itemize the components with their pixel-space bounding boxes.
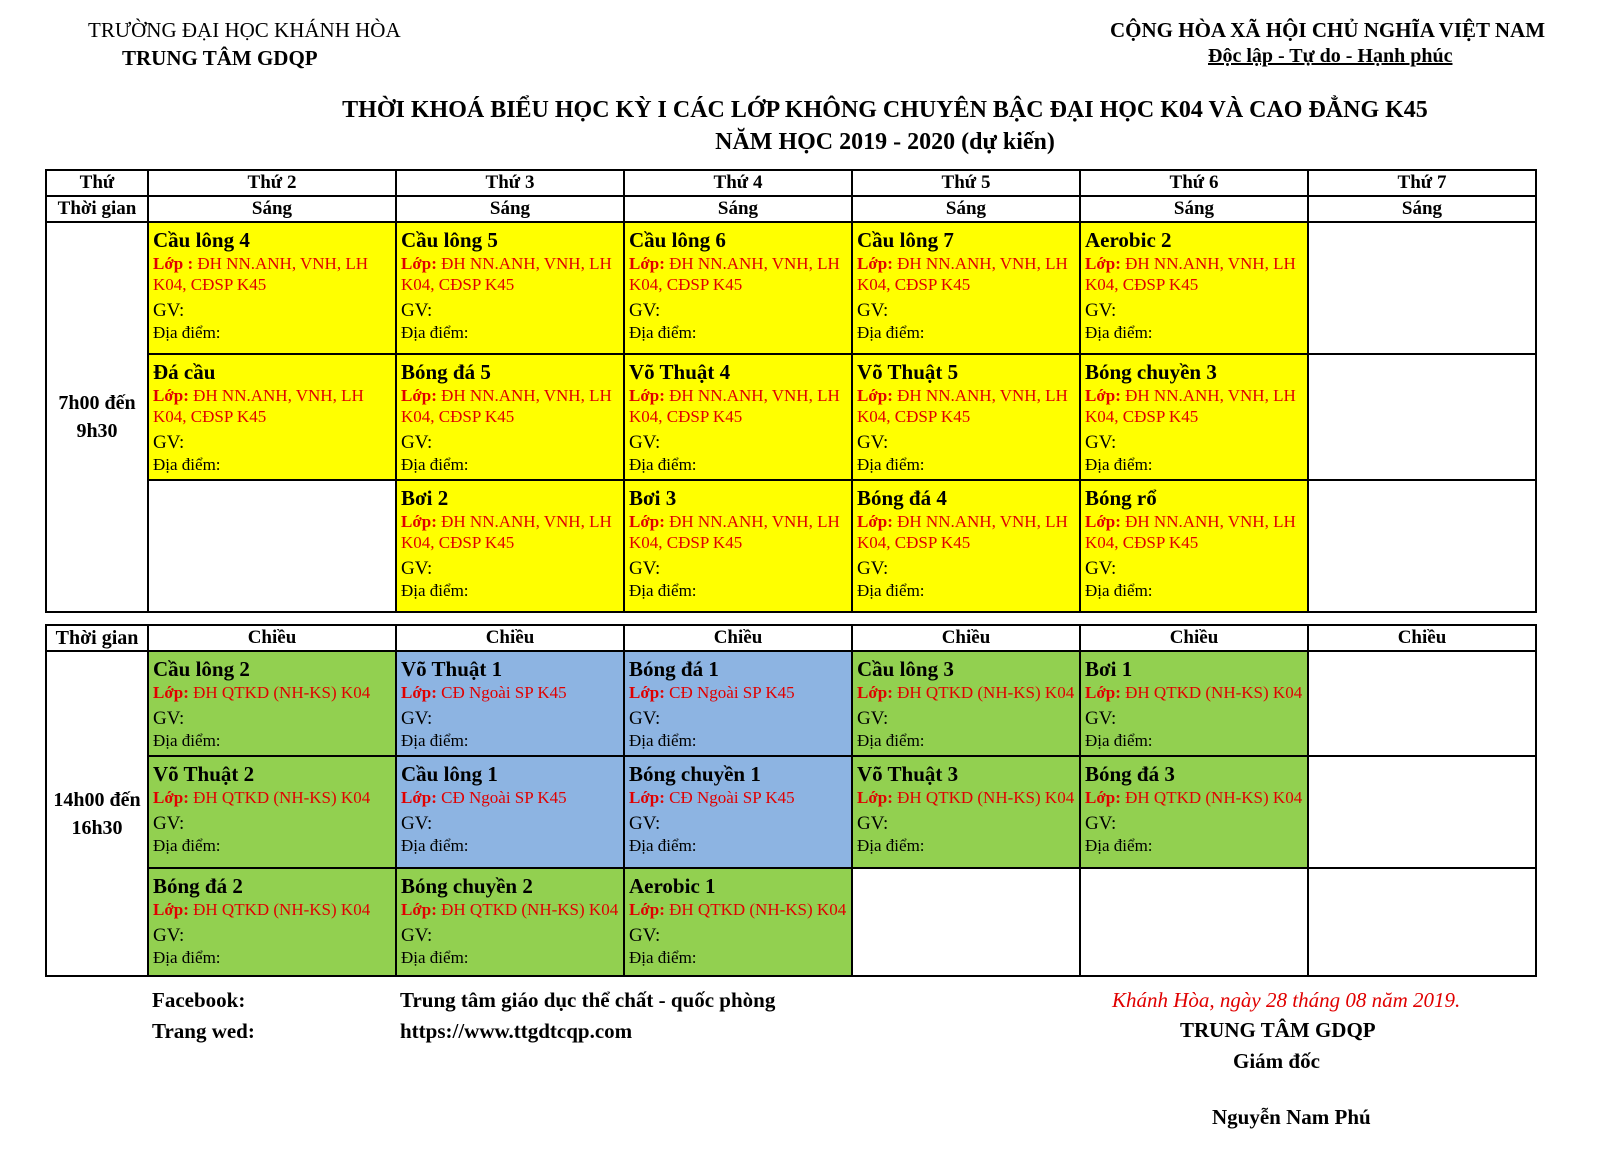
course-name: Cầu lông 6 [629,228,726,252]
class-group [153,899,391,920]
teacher-label: GV: [401,813,433,834]
class-group [401,682,619,703]
class-prefix: Lớp: [401,683,442,702]
class-group-value: ĐH QTKD (NH-KS) K04 [669,900,847,919]
class-group-value: ĐH NN.ANH, VNH, LH K04, CĐSP K45 [857,512,1068,552]
class-group [401,385,619,427]
teacher-label: GV: [629,813,661,834]
header-thoigian: Thời gian [46,196,148,222]
class-cell [1080,222,1308,354]
class-group [1085,385,1303,427]
class-prefix: Lớp: [857,788,898,807]
document-title: THỜI KHOÁ BIỂU HỌC KỲ I CÁC LỚP KHÔNG CHUYÊN BẬC ĐẠI HỌC K04 VÀ CAO ĐẲNG K45 [342,97,1428,123]
course-name: Võ Thuật 4 [629,360,731,384]
facebook-label: Facebook: [152,988,246,1012]
class-group [401,899,619,920]
header-thu: Thứ [46,170,148,196]
day-header: Thứ 6 [1080,170,1308,196]
teacher-label: GV: [153,300,185,321]
location-label: Địa điểm: [1085,581,1153,600]
class-group [1085,253,1303,295]
signer-title: Giám đốc [1233,1049,1320,1073]
location-label: Địa điểm: [629,455,697,474]
teacher-label: GV: [857,558,889,579]
teacher-label: GV: [153,813,185,834]
class-group [629,385,847,427]
session-header: Chiều [1308,625,1536,651]
session-header: Sáng [148,196,396,222]
class-prefix: Lớp: [857,386,898,405]
class-cell [396,222,624,354]
class-group-value: ĐH NN.ANH, VNH, LH K04, CĐSP K45 [1085,512,1296,552]
session-header: Chiều [396,625,624,651]
session-header: Chiều [852,625,1080,651]
location-label: Địa điểm: [401,731,469,750]
day-header: Thứ 2 [148,170,396,196]
session-header: Sáng [1308,196,1536,222]
session-header: Sáng [852,196,1080,222]
class-prefix: Lớp: [629,512,670,531]
facebook-value[interactable]: Trung tâm giáo dục thể chất - quốc phòng [400,988,776,1012]
class-group-value: ĐH NN.ANH, VNH, LH K04, CĐSP K45 [401,386,612,426]
class-group [153,385,391,427]
course-name: Võ Thuật 3 [857,762,959,786]
location-label: Địa điểm: [153,323,221,342]
afternoon-timetable [45,624,1537,977]
empty-cell [1308,868,1536,976]
location-label: Địa điểm: [153,948,221,967]
teacher-label: GV: [1085,813,1117,834]
teacher-label: GV: [1085,300,1117,321]
course-name: Cầu lông 3 [857,657,954,681]
class-cell [148,756,396,868]
class-group-value: ĐH QTKD (NH-KS) K04 [441,900,619,919]
class-group-value: ĐH NN.ANH, VNH, LH K04, CĐSP K45 [401,512,612,552]
class-group [629,253,847,295]
location-label: Địa điểm: [401,323,469,342]
teacher-label: GV: [857,813,889,834]
location-label: Địa điểm: [1085,323,1153,342]
website-label: Trang wed: [152,1019,255,1043]
class-cell [396,868,624,976]
location-label: Địa điểm: [153,731,221,750]
class-prefix: Lớp: [401,512,442,531]
location-label: Địa điểm: [1085,836,1153,855]
class-group [401,511,619,553]
class-cell [624,222,852,354]
course-name: Võ Thuật 1 [401,657,503,681]
class-prefix: Lớp: [629,386,670,405]
class-group-value: ĐH NN.ANH, VNH, LH K04, CĐSP K45 [153,254,368,294]
class-prefix: Lớp: [629,900,670,919]
time-slot: 7h00 đến 9h30 [46,222,148,612]
class-prefix: Lớp: [153,900,194,919]
course-name: Bóng rổ [1085,486,1157,510]
class-cell [396,756,624,868]
class-group [857,253,1075,295]
class-prefix: Lớp: [401,788,442,807]
class-group-value: ĐH NN.ANH, VNH, LH K04, CĐSP K45 [153,386,364,426]
class-cell [624,354,852,480]
teacher-label: GV: [1085,432,1117,453]
class-group [153,253,391,295]
website-link[interactable]: https://www.ttgdtcqp.com [400,1019,633,1043]
class-group [857,682,1075,703]
day-header: Thứ 5 [852,170,1080,196]
teacher-label: GV: [857,708,889,729]
empty-cell [852,868,1080,976]
class-prefix: Lớp: [1085,512,1126,531]
empty-cell [1308,354,1536,480]
class-group [857,787,1075,808]
class-group-value: CĐ Ngoài SP K45 [441,683,567,702]
class-group [629,511,847,553]
location-label: Địa điểm: [857,836,925,855]
class-cell [852,651,1080,756]
session-header: Chiều [1080,625,1308,651]
course-name: Bóng chuyền 1 [629,762,761,786]
empty-cell [1308,651,1536,756]
course-name: Bóng chuyền 3 [1085,360,1217,384]
course-name: Cầu lông 4 [153,228,250,252]
class-group [629,682,847,703]
class-cell [148,354,396,480]
course-name: Bóng đá 3 [1085,762,1175,786]
location-label: Địa điểm: [401,836,469,855]
class-group-value: ĐH QTKD (NH-KS) K04 [193,900,371,919]
class-cell [852,222,1080,354]
class-cell [396,651,624,756]
session-header: Chiều [624,625,852,651]
class-prefix: Lớp: [153,788,194,807]
class-cell [624,868,852,976]
class-cell [1080,651,1308,756]
class-group-value: ĐH NN.ANH, VNH, LH K04, CĐSP K45 [857,386,1068,426]
teacher-label: GV: [401,925,433,946]
location-label: Địa điểm: [629,948,697,967]
class-group [1085,511,1303,553]
class-prefix: Lớp: [1085,254,1126,273]
motto: Độc lập - Tự do - Hạnh phúc [1208,45,1453,67]
signer-org: TRUNG TÂM GDQP [1180,1018,1376,1042]
teacher-label: GV: [401,708,433,729]
class-prefix: Lớp : [153,254,198,273]
issue-date: Khánh Hòa, ngày 28 tháng 08 năm 2019. [1112,988,1461,1012]
location-label: Địa điểm: [629,731,697,750]
class-cell [624,480,852,612]
morning-timetable [45,169,1537,613]
teacher-label: GV: [857,300,889,321]
location-label: Địa điểm: [629,581,697,600]
class-cell [148,651,396,756]
teacher-label: GV: [629,925,661,946]
class-prefix: Lớp: [401,900,442,919]
course-name: Bóng chuyền 2 [401,874,533,898]
class-group-value: ĐH QTKD (NH-KS) K04 [193,683,371,702]
course-name: Bóng đá 4 [857,486,947,510]
location-label: Địa điểm: [629,323,697,342]
class-cell [624,756,852,868]
class-group-value: ĐH NN.ANH, VNH, LH K04, CĐSP K45 [629,254,840,294]
class-group-value: ĐH NN.ANH, VNH, LH K04, CĐSP K45 [857,254,1068,294]
class-group-value: ĐH QTKD (NH-KS) K04 [897,788,1075,807]
course-name: Cầu lông 1 [401,762,498,786]
center-name: TRUNG TÂM GDQP [122,46,318,70]
class-group-value: CĐ Ngoài SP K45 [669,683,795,702]
class-group-value: CĐ Ngoài SP K45 [669,788,795,807]
class-prefix: Lớp: [1085,683,1126,702]
class-group [629,787,847,808]
session-header: Sáng [1080,196,1308,222]
course-name: Cầu lông 5 [401,228,498,252]
class-group [857,511,1075,553]
teacher-label: GV: [401,432,433,453]
course-name: Cầu lông 7 [857,228,954,252]
session-header: Chiều [148,625,396,651]
empty-cell [1308,756,1536,868]
course-name: Bơi 3 [629,486,677,510]
day-header: Thứ 4 [624,170,852,196]
class-group-value: CĐ Ngoài SP K45 [441,788,567,807]
class-group [857,385,1075,427]
teacher-label: GV: [629,708,661,729]
course-name: Bơi 2 [401,486,449,510]
class-group [629,899,847,920]
teacher-label: GV: [629,300,661,321]
class-group-value: ĐH QTKD (NH-KS) K04 [1125,788,1303,807]
class-cell [148,222,396,354]
teacher-label: GV: [857,432,889,453]
location-label: Địa điểm: [857,731,925,750]
session-header: Sáng [624,196,852,222]
class-cell [396,354,624,480]
class-prefix: Lớp: [629,254,670,273]
class-cell [852,480,1080,612]
class-prefix: Lớp: [1085,788,1126,807]
course-name: Bóng đá 5 [401,360,491,384]
class-group-value: ĐH NN.ANH, VNH, LH K04, CĐSP K45 [629,512,840,552]
class-cell [852,354,1080,480]
location-label: Địa điểm: [401,948,469,967]
class-group-value: ĐH NN.ANH, VNH, LH K04, CĐSP K45 [629,386,840,426]
header-thoigian: Thời gian [46,625,148,651]
empty-cell [1308,480,1536,612]
class-cell [1080,756,1308,868]
class-prefix: Lớp: [1085,386,1126,405]
teacher-label: GV: [153,925,185,946]
location-label: Địa điểm: [857,581,925,600]
location-label: Địa điểm: [857,323,925,342]
class-prefix: Lớp: [629,788,670,807]
empty-cell [1080,868,1308,976]
teacher-label: GV: [401,558,433,579]
class-cell [1080,354,1308,480]
teacher-label: GV: [153,708,185,729]
location-label: Địa điểm: [401,581,469,600]
class-cell [624,651,852,756]
day-header: Thứ 3 [396,170,624,196]
location-label: Địa điểm: [629,836,697,855]
course-name: Đá cầu [153,360,216,384]
class-group-value: ĐH NN.ANH, VNH, LH K04, CĐSP K45 [1085,386,1296,426]
class-prefix: Lớp: [153,386,194,405]
location-label: Địa điểm: [1085,455,1153,474]
class-group-value: ĐH NN.ANH, VNH, LH K04, CĐSP K45 [1085,254,1296,294]
course-name: Bơi 1 [1085,657,1133,681]
class-group [153,787,391,808]
course-name: Cầu lông 2 [153,657,250,681]
class-group [1085,682,1303,703]
class-prefix: Lớp: [401,254,442,273]
time-slot: 14h00 đến 16h30 [46,651,148,976]
teacher-label: GV: [401,300,433,321]
course-name: Võ Thuật 2 [153,762,255,786]
class-group [401,253,619,295]
course-name: Aerobic 2 [1085,228,1172,252]
class-group [1085,787,1303,808]
class-prefix: Lớp: [857,254,898,273]
school-name: TRƯỜNG ĐẠI HỌC KHÁNH HÒA [88,18,401,42]
class-prefix: Lớp: [401,386,442,405]
class-group-value: ĐH NN.ANH, VNH, LH K04, CĐSP K45 [401,254,612,294]
class-prefix: Lớp: [629,683,670,702]
location-label: Địa điểm: [401,455,469,474]
teacher-label: GV: [153,432,185,453]
day-header: Thứ 7 [1308,170,1536,196]
location-label: Địa điểm: [153,836,221,855]
class-group [153,682,391,703]
empty-cell [148,480,396,612]
session-header: Sáng [396,196,624,222]
class-cell [1080,480,1308,612]
teacher-label: GV: [1085,558,1117,579]
teacher-label: GV: [629,558,661,579]
class-cell [852,756,1080,868]
class-prefix: Lớp: [153,683,194,702]
class-group-value: ĐH QTKD (NH-KS) K04 [897,683,1075,702]
class-cell [396,480,624,612]
class-prefix: Lớp: [857,683,898,702]
class-group-value: ĐH QTKD (NH-KS) K04 [193,788,371,807]
school-year: NĂM HỌC 2019 - 2020 (dự kiến) [715,129,1055,155]
teacher-label: GV: [1085,708,1117,729]
course-name: Bóng đá 1 [629,657,719,681]
class-cell [148,868,396,976]
empty-cell [1308,222,1536,354]
signer-name: Nguyễn Nam Phú [1212,1105,1371,1129]
class-group-value: ĐH QTKD (NH-KS) K04 [1125,683,1303,702]
class-group [401,787,619,808]
class-prefix: Lớp: [857,512,898,531]
location-label: Địa điểm: [1085,731,1153,750]
location-label: Địa điểm: [153,455,221,474]
nation-heading: CỘNG HÒA XÃ HỘI CHỦ NGHĨA VIỆT NAM [1110,18,1546,42]
course-name: Bóng đá 2 [153,874,243,898]
course-name: Aerobic 1 [629,874,716,898]
teacher-label: GV: [629,432,661,453]
course-name: Võ Thuật 5 [857,360,959,384]
location-label: Địa điểm: [857,455,925,474]
